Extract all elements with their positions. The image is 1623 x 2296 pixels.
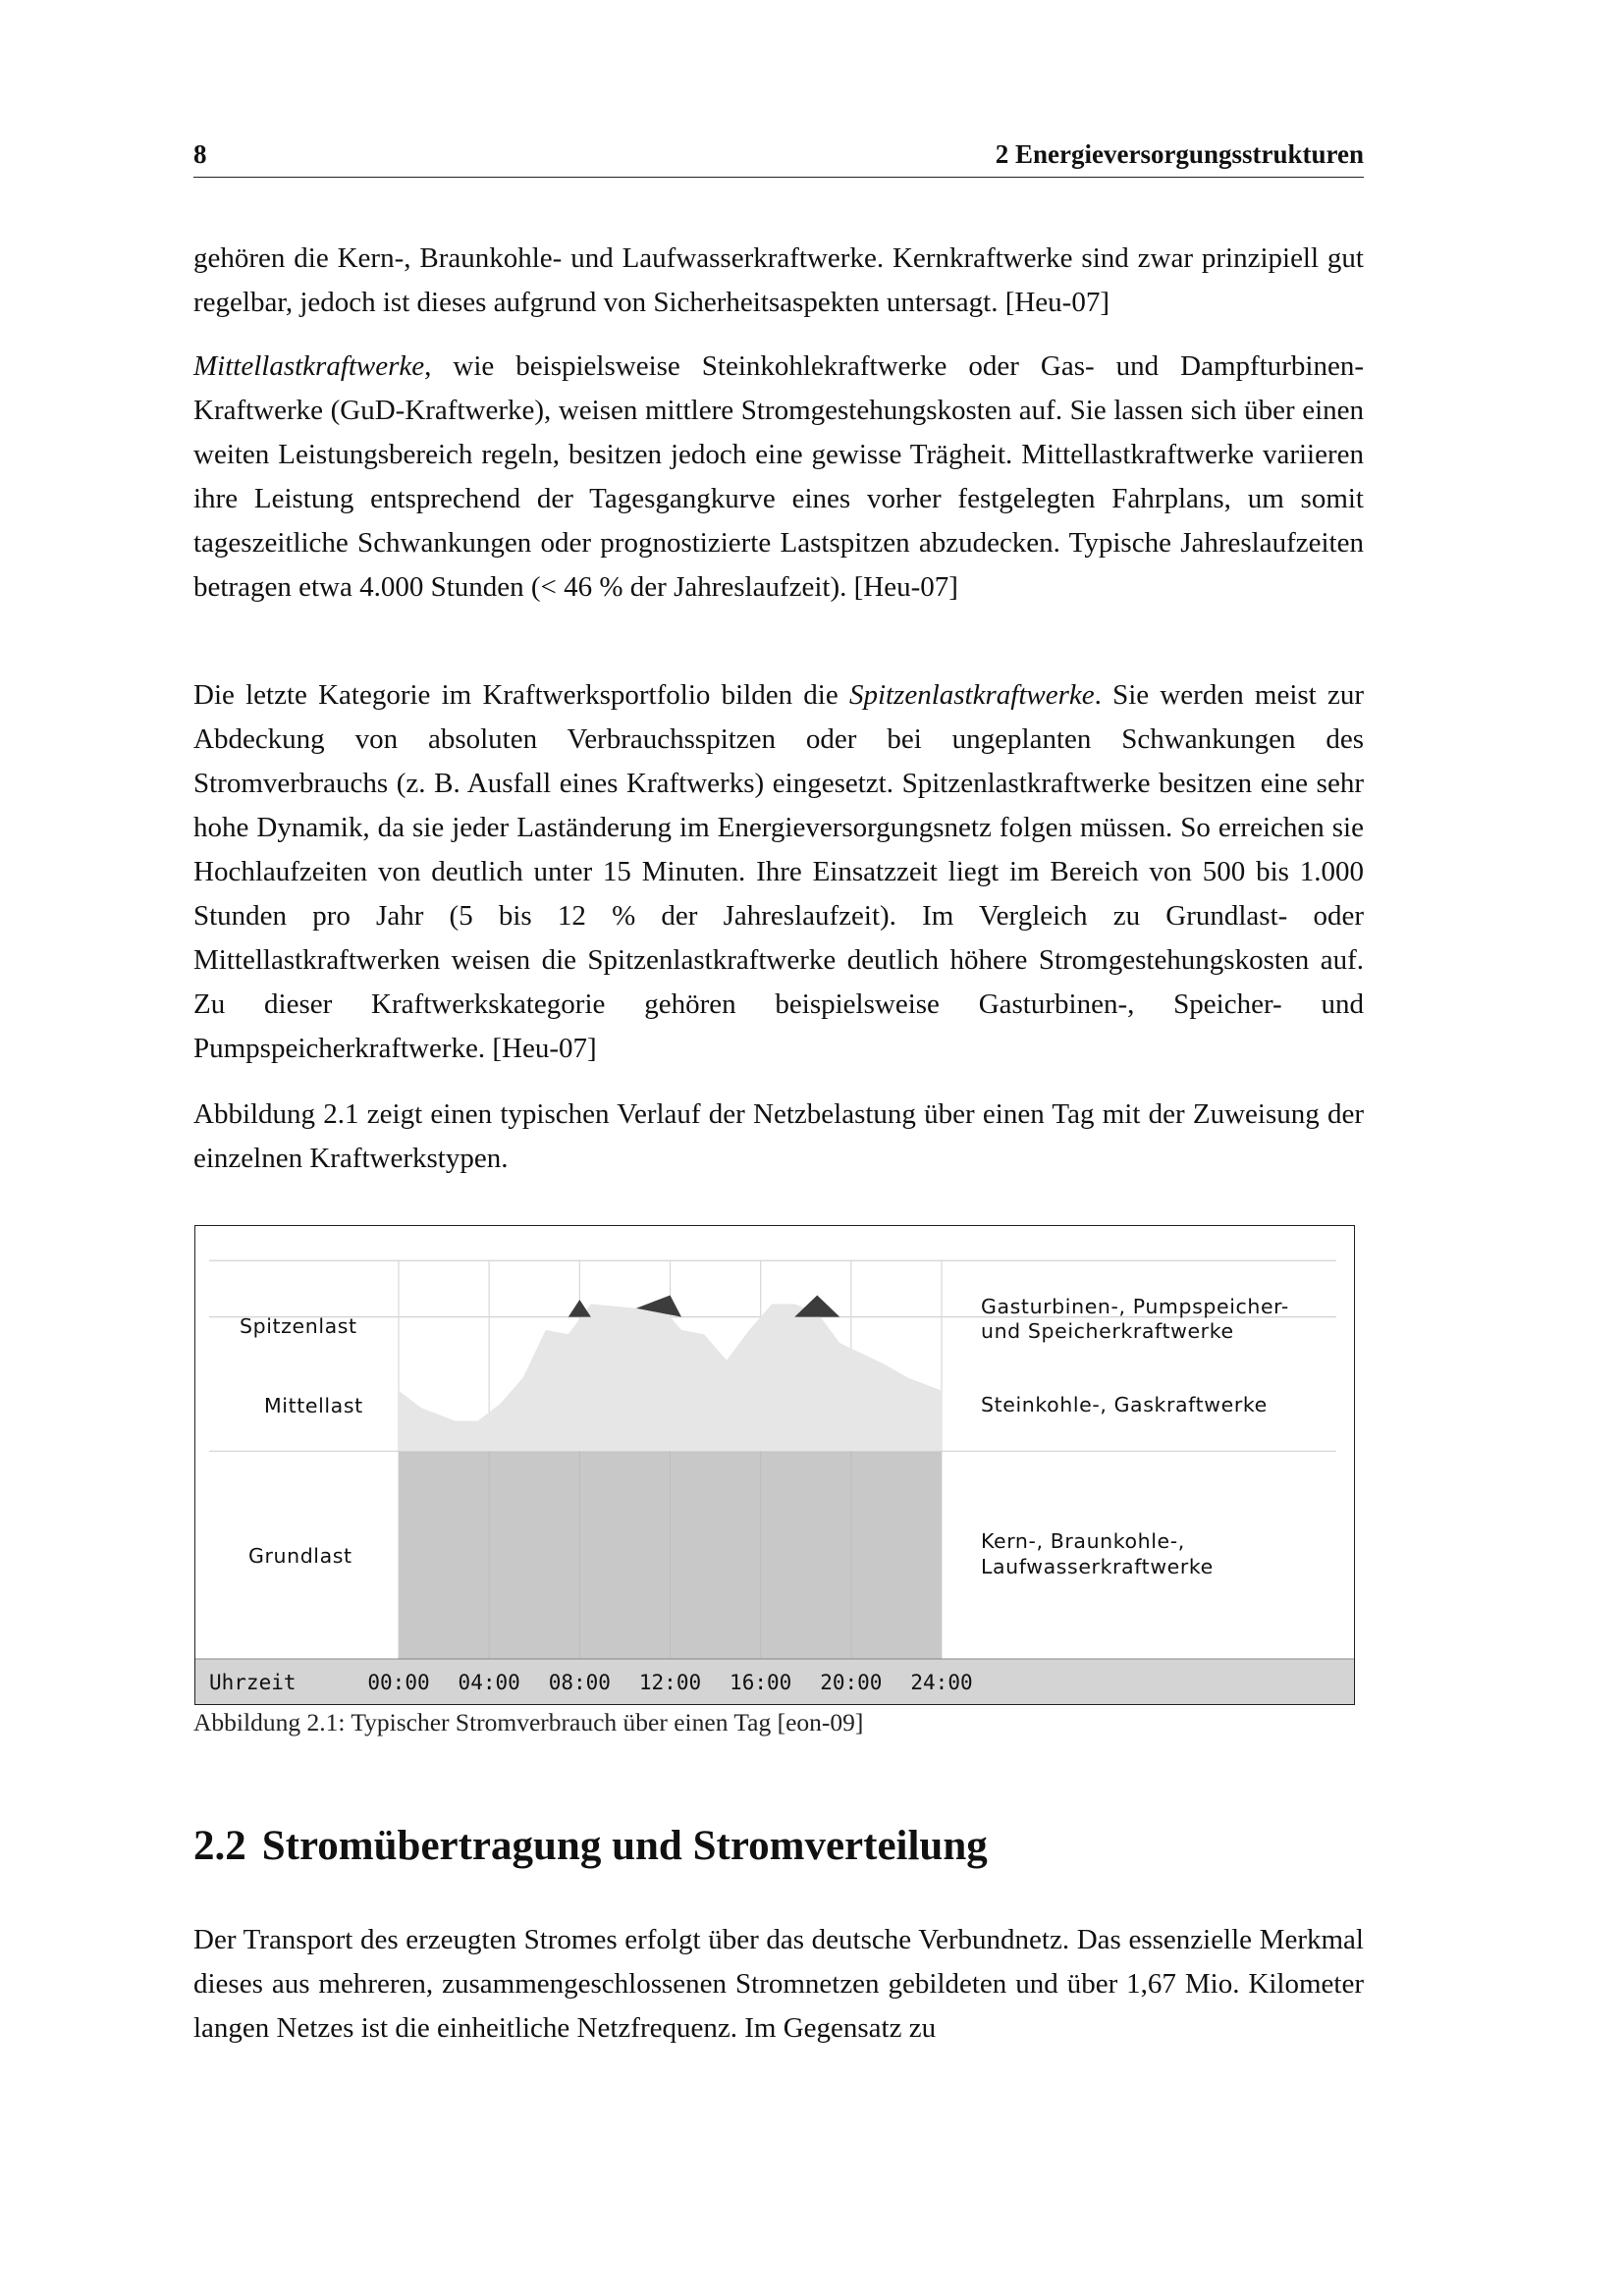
band-label-grundlast: Grundlast	[248, 1544, 352, 1568]
paragraph-spitzenlast	[193, 673, 1364, 1071]
time-tick-label: 00:00	[367, 1671, 430, 1694]
band-label-spitzenlast: Spitzenlast	[240, 1314, 357, 1338]
plant-label-grund-2: Laufwasserkraftwerke	[981, 1555, 1214, 1578]
time-tick-label: 16:00	[730, 1671, 792, 1694]
time-axis-label: Uhrzeit	[209, 1671, 297, 1694]
band-label-mittellast: Mittellast	[264, 1394, 363, 1417]
term-spitzenlastkraftwerke: Spitzenlastkraftwerke	[848, 679, 1095, 711]
figure-load-curve	[194, 1225, 1355, 1705]
paragraph-mittellast	[193, 345, 1364, 610]
load-curve-chart	[195, 1226, 1354, 1704]
section-number: 2.2	[193, 1823, 246, 1869]
time-axis-ticks	[367, 1671, 972, 1694]
spitzenlast-peak-1	[568, 1300, 591, 1317]
paragraph-grundlast-end: gehören die Kern-, Braunkohle- und Laufwasserkraftwerke. Kernkraftwerke sind zwar prinzipiell gut regelbar, jedoch ist dieses aufgrund von Sicherheitsaspekten untersagt. [Heu-07]	[193, 242, 1364, 318]
plant-label-spitzen-1: Gasturbinen-, Pumpspeicher-	[981, 1295, 1289, 1318]
chapter-title: 2 Energieversorgungsstrukturen	[995, 139, 1364, 169]
time-tick-label: 08:00	[548, 1671, 611, 1694]
page-number: 8	[193, 139, 207, 169]
paragraph-mittellast-text: , wie beispielsweise Steinkohlekraftwerke oder Gas- und Dampfturbinen-Kraftwerke (GuD-Kraftwerke), weisen mittlere Stromgestehungskosten auf. Sie lassen sich über einen weiten Leistungsbereich regeln, besitzen jedoch eine gewisse Trägheit. Mittellastkraftwerke variieren ihre Leistung entsprechend der Tagesgangkurve eines vorher festgelegten Fahrplans, um somit tageszeitliche Schwankungen oder prognostizierte Lastspitzen abzudecken. Typische Jahreslaufzeiten betragen etwa 4.000 Stunden (< 46 % der Jahreslaufzeit). [Heu-07]	[193, 350, 1364, 603]
time-tick-label: 12:00	[638, 1671, 702, 1694]
plant-label-grund-1: Kern-, Braunkohle-,	[981, 1529, 1185, 1553]
term-mittellastkraftwerke: Mittellastkraftwerke	[193, 350, 425, 382]
plant-label-spitzen-2: und Speicherkraftwerke	[981, 1319, 1234, 1343]
plant-label-mittel: Steinkohle-, Gaskraftwerke	[981, 1393, 1268, 1416]
figure-caption: Abbildung 2.1: Typischer Stromverbrauch über einen Tag [eon-09]	[193, 1708, 864, 1736]
spitzenlast-peak-3	[794, 1296, 839, 1317]
time-tick-label: 20:00	[820, 1671, 883, 1694]
time-tick-label: 04:00	[458, 1671, 520, 1694]
section-heading	[193, 1822, 988, 1870]
section-title: Stromübertragung und Stromverteilung	[261, 1823, 988, 1869]
paragraph-figure-reference: Abbildung 2.1 zeigt einen typischen Verlauf der Netzbelastung über einen Tag mit der Zuweisung der einzelnen Kraftwerkstypen.	[193, 1098, 1364, 1174]
chart-areas	[399, 1296, 942, 1659]
paragraph-verbundnetz: Der Transport des erzeugten Stromes erfolgt über das deutsche Verbundnetz. Das essenzielle Merkmal dieses aus mehreren, zusammengeschlossenen Stromnetzen gebildeten und über 1,67 Mio. Kilometer langen Netzes ist die einheitliche Netzfrequenz. Im Gegensatz zu	[193, 1924, 1364, 2044]
paragraph-spitzenlast-text: . Sie werden meist zur Abdeckung von absoluten Verbrauchsspitzen oder bei ungeplanten Schwankungen des Stromverbrauchs (z. B. Ausfall eines Kraftwerks) eingesetzt. Spitzenlastkraftwerke besitzen eine sehr hohe Dynamik, da sie jeder Laständerung im Energieversorgungsnetz folgen müssen. So erreichen sie Hochlaufzeiten von deutlich unter 15 Minuten. Ihre Einsatzzeit liegt im Bereich von 500 bis 1.000 Stunden pro Jahr (5 bis 12 % der Jahreslaufzeit). Im Vergleich zu Grundlast- oder Mittellastkraftwerken weisen die Spitzenlastkraftwerke deutlich höhere Stromgestehungskosten auf. Zu dieser Kraftwerkskategorie gehören beispielsweise Gasturbinen-, Speicher- und Pumpspeicherkraftwerke. [Heu-07]	[193, 679, 1364, 1064]
paragraph-spitzenlast-intro: Die letzte Kategorie im Kraftwerksportfolio bilden die	[193, 679, 849, 711]
time-tick-label: 24:00	[910, 1671, 973, 1694]
page-header	[193, 135, 1364, 178]
